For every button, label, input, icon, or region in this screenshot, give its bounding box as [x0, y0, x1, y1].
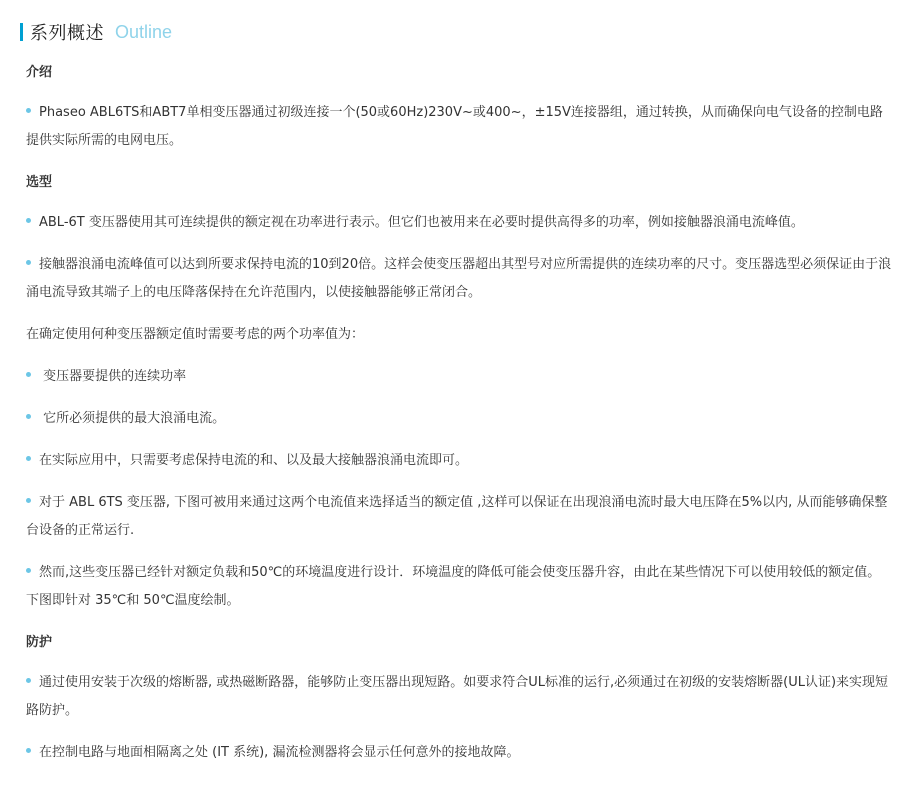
selection-paragraph-7 — [26, 489, 892, 545]
paragraph-text: 通过使用安装于次级的熔断器, 或热磁断路器，能够防止变压器出现短路。如要求符合UL标准的运行,必须通过在初级的安装熔断器(UL认证)来实现短路防护。 — [26, 675, 889, 718]
bullet-icon — [26, 218, 31, 223]
bullet-icon — [26, 678, 31, 683]
selection-paragraph-4 — [26, 363, 892, 391]
paragraph-text: 对于 ABL 6TS 变压器, 下图可被用来通过这两个电流值来选择适当的额定值 ,这样可以保证在出现浪涌电流时最大电压降在5%以内, 从而能够确保整台设备的正常运行. — [26, 495, 888, 538]
bullet-icon — [26, 260, 31, 265]
page-title: 系列概述 — [30, 23, 104, 44]
selection-paragraph-8 — [26, 559, 892, 615]
protection-paragraph-1 — [26, 669, 892, 725]
section-header — [20, 21, 172, 43]
article-body — [26, 57, 892, 781]
bullet-icon — [26, 372, 31, 377]
heading-protection: 防护 — [26, 635, 53, 650]
bullet-icon — [26, 414, 31, 419]
bullet-icon — [26, 748, 31, 753]
intro-paragraph — [26, 99, 892, 155]
paragraph-text: 在实际应用中，只需要考虑保持电流的和、以及最大接触器浪涌电流即可。 — [39, 453, 469, 468]
paragraph-text: 它所必须提供的最大浪涌电流。 — [39, 411, 226, 426]
bullet-icon — [26, 456, 31, 461]
paragraph-text: 在控制电路与地面相隔离之处 (IT 系统), 漏流检测器将会显示任何意外的接地故障。 — [39, 745, 520, 760]
page-title-en: Outline — [115, 21, 173, 42]
selection-paragraph-1 — [26, 209, 892, 237]
paragraph-text: 变压器要提供的连续功率 — [39, 369, 187, 384]
accent-bar — [20, 23, 23, 41]
heading-selection: 选型 — [26, 175, 53, 190]
bullet-icon — [26, 108, 31, 113]
protection-paragraph-2 — [26, 739, 892, 767]
selection-paragraph-6 — [26, 447, 892, 475]
selection-paragraph-2 — [26, 251, 892, 307]
paragraph-text: 接触器浪涌电流峰值可以达到所要求保持电流的10到20倍。这样会使变压器超出其型号对应所需提供的连续功率的尺寸。变压器选型必须保证由于浪涌电流导致其端子上的电压降落保持在允许范围内，以使接触器能够正常闭合。 — [26, 257, 892, 300]
bullet-icon — [26, 568, 31, 573]
paragraph-text: ABL-6T 变压器使用其可连续提供的额定视在功率进行表示。但它们也被用来在必要时提供高得多的功率，例如接触器浪涌电流峰值。 — [39, 215, 804, 230]
selection-paragraph-5 — [26, 405, 892, 433]
paragraph-text: Phaseo ABL6TS和ABT7单相变压器通过初级连接一个(50或60Hz)230V~或400~，±15V连接器组，通过转换，从而确保向电气设备的控制电路提供实际所需的电网电压。 — [26, 105, 883, 148]
heading-intro: 介绍 — [26, 65, 53, 80]
selection-paragraph-3: 在确定使用何种变压器额定值时需要考虑的两个功率值为： — [26, 327, 365, 342]
paragraph-text: 然而,这些变压器已经针对额定负载和50℃的环境温度进行设计．环境温度的降低可能会使变压器升容，由此在某些情况下可以使用较低的额定值。下图即针对 35℃和 50℃温度绘制。 — [26, 565, 881, 608]
bullet-icon — [26, 498, 31, 503]
